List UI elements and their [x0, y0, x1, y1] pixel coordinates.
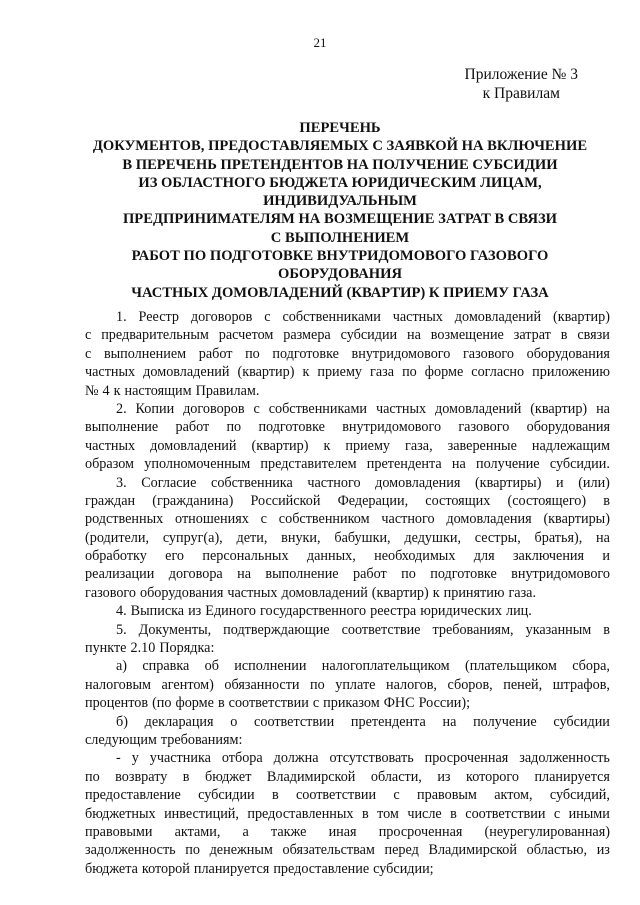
- body-word: домовладений: [454, 309, 542, 325]
- body-word: денежным: [209, 842, 273, 859]
- body-word: договоров: [190, 309, 253, 325]
- body-word: родственных: [85, 511, 164, 528]
- body-word: домовладения: [375, 474, 461, 491]
- page-number: 21: [313, 35, 327, 50]
- body-word: форме: [175, 695, 214, 712]
- body-word: должна: [273, 750, 319, 767]
- body-word: газа,: [405, 437, 433, 454]
- body-word: из: [596, 842, 610, 859]
- body-word: уплате: [335, 676, 376, 693]
- body-word: бабушки,: [334, 529, 391, 546]
- body-word: приему: [317, 364, 363, 381]
- body-word: подтверждающие: [223, 621, 330, 638]
- body-word: получение: [473, 713, 537, 730]
- document-title: [70, 119, 610, 302]
- body-word: исполнении: [234, 658, 307, 675]
- body-word: б): [116, 713, 128, 730]
- body-word: внутридомового: [351, 345, 451, 362]
- body-word: бюджета: [85, 860, 138, 877]
- body-word: задолженность: [519, 750, 610, 767]
- body-word: внутридомового: [342, 419, 442, 436]
- body-word: у: [131, 750, 139, 767]
- body-line: [85, 492, 610, 510]
- body-word: Единого: [205, 603, 257, 620]
- body-word: с: [85, 345, 92, 362]
- body-word: данных,: [306, 548, 356, 565]
- appendix-number: Приложение № 3: [464, 66, 578, 83]
- body-word: планируется: [193, 860, 270, 877]
- body-word: справка: [142, 658, 190, 675]
- body-word: реализации: [85, 566, 155, 583]
- body-word: перед: [384, 842, 419, 859]
- body-word: по: [402, 364, 417, 381]
- body-line: [85, 676, 610, 694]
- body-word: газового: [462, 345, 514, 362]
- body-word: газа: [370, 364, 395, 381]
- title-line: ДОКУМЕНТОВ, ПРЕДОСТАВЛЯЕМЫХ С ЗАЯВКОЙ НА ВКЛЮЧЕНИЕ: [92, 138, 588, 155]
- body-line: [85, 584, 610, 602]
- body-word: для: [473, 548, 495, 565]
- body-word: 4.: [116, 603, 127, 620]
- body-word: которой: [141, 860, 190, 877]
- body-word: Правилам.: [195, 382, 260, 399]
- body-word: заключения: [512, 548, 585, 565]
- body-word: подготовке: [258, 419, 325, 436]
- body-word: принятию: [443, 584, 505, 601]
- body-word: субсидии: [553, 713, 610, 730]
- body-word: просроченная: [378, 823, 463, 840]
- body-word: процентов: [85, 695, 149, 712]
- body-word: ФНС: [383, 695, 415, 712]
- body-word: газа.: [508, 584, 537, 601]
- body-word: Владимирской: [266, 768, 356, 785]
- body-line: [85, 547, 610, 565]
- body-word: пункте: [85, 640, 127, 657]
- body-word: подготовке: [272, 345, 339, 362]
- body-word: в: [450, 805, 457, 822]
- body-word: выполнением: [103, 345, 187, 362]
- body-word: газового: [458, 419, 510, 436]
- body-word: на: [237, 566, 252, 583]
- body-word: указанным: [525, 621, 592, 638]
- body-word: надлежащим: [531, 437, 610, 454]
- body-line: [85, 510, 610, 528]
- body-word: Федерации,: [337, 492, 409, 509]
- body-word: размера: [283, 327, 331, 344]
- body-word: о: [230, 713, 238, 730]
- body-word: частных: [85, 437, 136, 454]
- body-word: образом: [85, 456, 135, 473]
- title-line: С ВЫПОЛНЕНИЕМ: [270, 229, 410, 246]
- body-word: требованиям:: [160, 731, 243, 748]
- body-line: [85, 768, 610, 786]
- body-word: домовладений: [281, 584, 368, 601]
- body-word: 3.: [116, 474, 127, 491]
- body-line: [85, 860, 610, 878]
- body-word: и: [556, 474, 564, 491]
- body-word: дети,: [236, 529, 268, 546]
- body-line: [85, 823, 610, 841]
- body-word: числе: [407, 805, 442, 822]
- body-word: налогов,: [385, 676, 437, 693]
- body-word: с: [253, 400, 260, 417]
- body-line: [85, 786, 610, 804]
- body-word: государственного: [260, 603, 367, 620]
- body-word: связи: [577, 327, 610, 344]
- body-word: форме: [424, 364, 464, 381]
- body-word: Согласие: [141, 474, 197, 491]
- body-word: работ: [353, 566, 387, 583]
- body-word: возврату: [115, 768, 168, 785]
- body-word: его: [165, 548, 185, 565]
- body-word: (квартир): [530, 400, 588, 417]
- body-word: собственниками: [282, 309, 381, 325]
- body-line: [85, 345, 610, 363]
- body-line: [85, 326, 610, 344]
- body-word: Российской: [250, 492, 321, 509]
- body-word: супруг(а),: [162, 529, 223, 546]
- body-word: работ: [175, 419, 210, 436]
- body-word: с: [553, 805, 561, 822]
- body-word: на: [596, 529, 610, 546]
- body-word: правовыми: [85, 823, 153, 840]
- body-word: договоров: [183, 400, 245, 417]
- body-word: (неурегулированная): [484, 823, 610, 840]
- body-word: том: [377, 805, 399, 822]
- body-word: состоящих: [425, 492, 491, 509]
- body-word: области,: [370, 768, 422, 785]
- body-word: субсидии;: [373, 860, 434, 877]
- body-line: [85, 565, 610, 583]
- body-word: Выписка: [130, 603, 185, 620]
- body-word: соответствии: [228, 695, 309, 712]
- body-word: представителем: [260, 456, 357, 473]
- body-word: в: [603, 621, 610, 638]
- body-word: штрафов,: [552, 676, 610, 693]
- body-word: -: [116, 750, 121, 767]
- body-word: предоставленных: [247, 805, 354, 822]
- appendix-rules-ref: к Правилам: [482, 85, 560, 102]
- body-word: расчетом: [218, 327, 274, 344]
- body-word: настоящим: [124, 382, 192, 399]
- body-word: задолженность: [85, 842, 176, 859]
- body-line: [85, 455, 610, 473]
- body-word: обязательствам: [282, 842, 375, 859]
- body-word: инвестиций,: [164, 805, 239, 822]
- body-word: к: [432, 584, 440, 601]
- body-word: домовладения: [446, 511, 532, 528]
- body-word: к: [323, 437, 331, 454]
- title-line: ИНДИВИДУАЛЬНЫМ: [263, 193, 417, 210]
- body-word: по: [226, 419, 242, 436]
- title-line: РАБОТ ПО ПОДГОТОВКЕ ВНУТРИДОМОВОГО ГАЗОВОГО: [131, 248, 549, 265]
- body-word: декларация: [144, 713, 214, 730]
- body-word: бюджетных: [85, 805, 156, 822]
- body-word: работ: [198, 345, 233, 362]
- body-word: соответствии: [295, 787, 377, 804]
- body-word: претендента: [350, 713, 426, 730]
- body-word: частных: [375, 400, 427, 417]
- body-word: частных: [85, 364, 136, 381]
- body-word: уполномоченным: [144, 456, 251, 473]
- body-word: на: [442, 713, 457, 730]
- body-word: 5.: [116, 621, 127, 638]
- body-word: налоговым: [85, 676, 151, 693]
- body-word: согласно: [471, 364, 525, 381]
- body-word: (или): [578, 474, 610, 491]
- body-line: [85, 805, 610, 823]
- body-word: 2.10: [130, 640, 156, 657]
- body-word: которого: [466, 768, 519, 785]
- body-word: в: [271, 787, 279, 804]
- body-word: по: [245, 345, 260, 362]
- body-word: просроченная: [424, 750, 509, 767]
- body-word: а: [242, 823, 249, 840]
- body-word: обработку: [85, 548, 147, 565]
- body-word: 2.: [116, 400, 127, 417]
- body-word: в: [361, 805, 369, 822]
- body-word: возмещение: [430, 327, 504, 344]
- body-line: [85, 308, 610, 326]
- body-word: предоставление: [85, 787, 181, 804]
- body-word: (плательщиком: [464, 658, 557, 675]
- body-line: [85, 694, 610, 712]
- body-word: на: [407, 327, 421, 344]
- body-word: в: [182, 768, 190, 785]
- body-word: об: [204, 658, 219, 675]
- body-word: с: [260, 511, 267, 528]
- body-word: соответствии: [254, 713, 335, 730]
- body-word: (квартир): [552, 309, 610, 325]
- body-word: газового: [85, 584, 136, 601]
- body-word: дедушки,: [404, 529, 461, 546]
- body-word: требованиям,: [432, 621, 514, 638]
- body-word: юридических: [420, 603, 502, 620]
- body-word: актом,: [494, 787, 533, 804]
- body-word: сестры,: [474, 529, 521, 546]
- body-line: [85, 400, 610, 418]
- body-word: к: [113, 382, 121, 399]
- body-word: из: [188, 603, 202, 620]
- body-word: домовладений: [435, 400, 522, 417]
- body-word: подготовке: [430, 566, 497, 583]
- body-word: внуки,: [281, 529, 321, 546]
- body-word: оборудования: [526, 419, 610, 436]
- body-word: сборов,: [447, 676, 493, 693]
- body-word: субсидий,: [549, 787, 610, 804]
- body-word: на: [451, 456, 466, 473]
- body-word: в: [560, 327, 568, 344]
- body-line: [85, 529, 610, 547]
- body-word: реестра: [370, 603, 417, 620]
- body-word: отношениях: [175, 511, 249, 528]
- body-word: в: [217, 695, 225, 712]
- body-word: России);: [418, 695, 471, 712]
- body-word: частных: [227, 584, 278, 601]
- body-word: и: [602, 548, 610, 565]
- body-word: отсутствовать: [329, 750, 414, 767]
- body-word: с: [393, 787, 400, 804]
- body-line: [85, 474, 610, 492]
- body-word: по: [185, 842, 200, 859]
- body-word: Владимирской: [428, 842, 517, 859]
- body-word: актами,: [174, 823, 221, 840]
- body-word: оборудования: [526, 345, 610, 362]
- body-line: [85, 657, 610, 675]
- body-word: необходимых: [374, 548, 456, 565]
- title-line: ЧАСТНЫХ ДОМОВЛАДЕНИЙ (КВАРТИР) К ПРИЕМУ ГАЗА: [131, 284, 549, 301]
- body-word: домовладений: [143, 364, 230, 381]
- body-word: претендента: [366, 456, 442, 473]
- body-word: частного: [381, 511, 435, 528]
- document-body: [85, 308, 610, 878]
- body-word: Реестр: [138, 309, 179, 325]
- body-word: Документы,: [138, 621, 212, 638]
- body-line: [85, 363, 610, 381]
- body-word: в: [603, 492, 610, 509]
- body-word: собственником: [278, 511, 370, 528]
- body-word: соответствие: [341, 621, 421, 638]
- body-word: сбора,: [572, 658, 610, 675]
- body-line: [85, 437, 610, 455]
- body-word: также: [270, 823, 307, 840]
- body-word: выполнение: [265, 566, 339, 583]
- body-word: оборудования: [140, 584, 224, 601]
- body-word: граждан: [85, 492, 136, 509]
- body-line: [85, 621, 610, 639]
- body-word: внутридомового: [511, 566, 610, 583]
- body-word: Порядка:: [159, 640, 215, 657]
- body-word: а): [116, 658, 128, 675]
- body-word: получение: [476, 456, 540, 473]
- body-line: [85, 749, 610, 767]
- body-word: к: [302, 364, 310, 381]
- body-word: (по: [152, 695, 172, 712]
- body-word: выполнение: [85, 419, 159, 436]
- body-word: соответствии: [465, 805, 546, 822]
- body-word: частных: [392, 309, 443, 325]
- title-line: ПРЕДПРИНИМАТЕЛЯМ НА ВОЗМЕЩЕНИЕ ЗАТРАТ В СВЯЗИ: [122, 211, 558, 228]
- body-word: (квартиры): [474, 474, 542, 491]
- body-word: №: [85, 382, 99, 399]
- body-line: [85, 639, 610, 657]
- body-word: домовладений: [150, 437, 237, 454]
- body-word: налогоплательщиком: [321, 658, 450, 675]
- title-line: ИЗ ОБЛАСТНОГО БЮДЖЕТА ЮРИДИЧЕСКИМ ЛИЦАМ,: [138, 174, 542, 191]
- body-word: лиц.: [506, 603, 532, 620]
- body-line: [85, 382, 610, 400]
- body-word: из: [437, 768, 451, 785]
- body-word: предоставление: [273, 860, 370, 877]
- body-word: (квартир): [237, 364, 295, 381]
- body-word: частного: [307, 474, 361, 491]
- body-word: по: [401, 566, 416, 583]
- body-line: [85, 841, 610, 859]
- body-word: 1.: [116, 309, 127, 325]
- body-word: по: [85, 768, 100, 785]
- body-word: на: [596, 400, 610, 417]
- body-word: (родители,: [85, 529, 150, 546]
- body-word: с: [264, 309, 271, 325]
- body-word: бюджет: [204, 768, 252, 785]
- body-word: (состоящего): [507, 492, 587, 509]
- body-word: (квартиры): [543, 511, 610, 528]
- body-line: [85, 731, 610, 749]
- body-word: с: [312, 695, 320, 712]
- body-word: затрат: [513, 327, 551, 344]
- body-word: участника: [149, 750, 211, 767]
- body-word: правовым: [417, 787, 477, 804]
- title-line: ОБОРУДОВАНИЯ: [277, 266, 403, 283]
- title-line: В ПЕРЕЧЕНЬ ПРЕТЕНДЕНТОВ НА ПОЛУЧЕНИЕ СУБСИДИИ: [122, 156, 558, 173]
- body-word: обязанности: [224, 676, 300, 693]
- title-line: ПЕРЕЧЕНЬ: [299, 120, 381, 136]
- body-line: [85, 418, 610, 436]
- body-word: субсидии: [340, 327, 398, 344]
- body-word: персональных: [202, 548, 289, 565]
- body-word: собственниками: [268, 400, 368, 417]
- body-word: предварительным: [101, 327, 209, 344]
- body-word: по: [310, 676, 325, 693]
- body-line: [85, 602, 610, 620]
- body-word: планируется: [534, 768, 610, 785]
- body-word: с: [85, 327, 92, 344]
- body-word: субсидии.: [549, 456, 610, 473]
- body-word: собственника: [211, 474, 293, 491]
- body-word: следующим: [85, 731, 157, 748]
- body-word: (квартир): [371, 584, 429, 601]
- body-word: иная: [328, 823, 357, 840]
- body-word: заверенные: [447, 437, 517, 454]
- body-word: приказом: [323, 695, 380, 712]
- body-word: 4: [102, 382, 110, 399]
- body-word: Копии: [135, 400, 175, 417]
- body-word: (гражданина): [152, 492, 234, 509]
- body-word: субсидии: [198, 787, 255, 804]
- body-word: иными: [568, 805, 610, 822]
- body-word: братья),: [534, 529, 583, 546]
- body-word: приему: [345, 437, 391, 454]
- body-word: пеней,: [503, 676, 543, 693]
- body-line: [85, 713, 610, 731]
- body-word: отбора: [221, 750, 263, 767]
- appendix-reference: [465, 65, 578, 103]
- body-word: (квартир): [251, 437, 309, 454]
- body-word: договора: [168, 566, 223, 583]
- body-word: приложению: [532, 364, 610, 381]
- body-word: областью,: [526, 842, 588, 859]
- body-word: агентом): [161, 676, 214, 693]
